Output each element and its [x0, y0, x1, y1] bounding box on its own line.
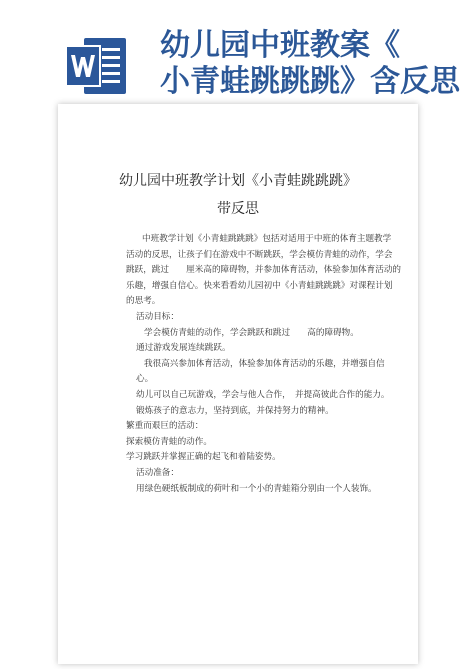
body-line: 学习跳跃并掌握正确的起飞和着陆姿势。: [126, 452, 281, 463]
body-line: 幼儿可以自己玩游戏，学会与他人合作， 并提高彼此合作的能力。: [136, 389, 390, 400]
body-line: 探索模仿青蛙的动作。: [126, 436, 212, 447]
body-line: 的思考。: [126, 296, 161, 307]
word-document-icon: [66, 36, 128, 96]
body-line: 活动的反思，让孩子们在游戏中不断跳跃，学会模仿青蛙的动作，学会: [126, 249, 393, 260]
body-line: 乐趣，增强自信心。快来看看幼儿园初中《小青蛙跳跳跳》对课程计划: [126, 280, 393, 291]
body-line: 跳跃，跳过 厘米高的障碍物，并参加体育活动，体验参加体育活动的: [126, 265, 402, 276]
body-line: 学会模仿青蛙的动作，学会跳跃和跳过 高的障碍物。: [144, 327, 359, 338]
header-banner: [0, 0, 474, 99]
body-line: 心。: [136, 374, 154, 385]
banner-title-line2: 小青蛙跳跳跳》含反思: [160, 64, 460, 99]
body-line: 中班教学计划《小青蛙跳跳跳》包括对适用于中班的体育主题教学: [142, 234, 392, 244]
section-heading: 活动准备：: [136, 467, 179, 478]
body-line: 用绿色硬纸板制成的荷叶和一个小的青蛙箱分别由一个人装饰。: [136, 483, 377, 494]
section-heading: 活动目标：: [136, 311, 179, 322]
document-body: [126, 232, 402, 497]
section-heading: 繁重而艰巨的活动：: [126, 421, 204, 432]
body-line: 通过游戏发展连续跳跃。: [136, 343, 231, 354]
body-line: 我很高兴参加体育活动，体验参加体育活动的乐趣，并增强自信: [144, 358, 385, 369]
document-page: [58, 104, 418, 664]
body-line: 锻炼孩子的意志力，坚持到底，并保持努力的精神。: [136, 405, 334, 416]
banner-title-line1: 幼儿园中班教案《: [160, 28, 400, 63]
document-title-line1: 幼儿园中班教学计划《小青蛙跳跳跳》: [119, 173, 357, 189]
document-title-line2: 带反思: [217, 201, 259, 217]
